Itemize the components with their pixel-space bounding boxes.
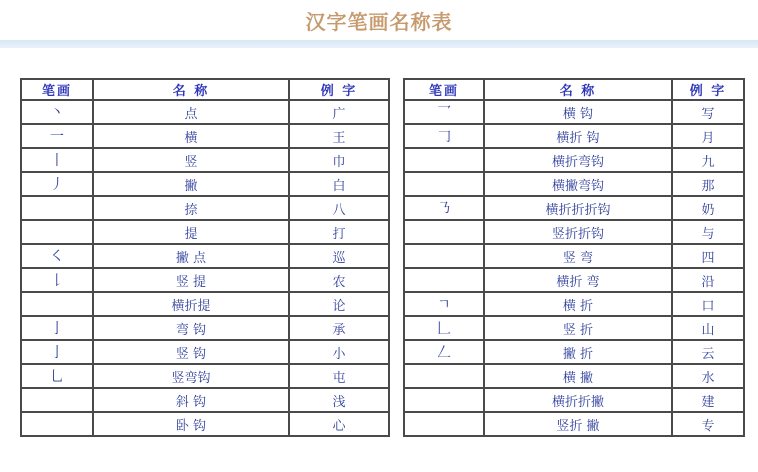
- stroke-cell: ㇡: [404, 196, 484, 220]
- table-row: [404, 364, 744, 388]
- stroke-cell: 𠃌: [404, 124, 484, 148]
- name-cell: 竖弯钩: [93, 364, 289, 388]
- stroke-cell: [404, 388, 484, 412]
- table-row: [21, 100, 389, 124]
- example-cell: 小: [289, 340, 389, 364]
- table-row: [404, 220, 744, 244]
- example-cell: 写: [672, 100, 744, 124]
- stroke-cell: [404, 172, 484, 196]
- example-cell: 口: [672, 292, 744, 316]
- stroke-cell: [404, 364, 484, 388]
- stroke-cell: ㇛: [21, 244, 93, 268]
- stroke-cell: 𠃊: [404, 316, 484, 340]
- page-title: 汉字笔画名称表: [305, 10, 453, 34]
- header-example: 例 字: [289, 79, 389, 100]
- name-cell: 竖 弯: [484, 244, 672, 268]
- name-cell: 弯 钩: [93, 316, 289, 340]
- stroke-table-left: [20, 78, 390, 437]
- example-cell: 承: [289, 316, 389, 340]
- stroke-cell: 一: [21, 124, 93, 148]
- name-cell: 卧 钩: [93, 412, 289, 436]
- table-row: [21, 316, 389, 340]
- header-name: 名 称: [484, 79, 672, 100]
- table-row: [21, 124, 389, 148]
- name-cell: 竖 钩: [93, 340, 289, 364]
- name-cell: 横折 弯: [484, 268, 672, 292]
- header-stroke: 笔画: [404, 79, 484, 100]
- stroke-cell: [21, 196, 93, 220]
- example-cell: 建: [672, 388, 744, 412]
- stroke-cell: 丶: [21, 100, 93, 124]
- example-cell: 屯: [289, 364, 389, 388]
- stroke-cell: 𠃋: [404, 340, 484, 364]
- header-example: 例 字: [672, 79, 744, 100]
- table-row: [404, 172, 744, 196]
- table-row: [404, 292, 744, 316]
- name-cell: 捺: [93, 196, 289, 220]
- table-row: [21, 172, 389, 196]
- table-row: [21, 388, 389, 412]
- example-cell: 月: [672, 124, 744, 148]
- header-stroke: 笔画: [21, 79, 93, 100]
- table-row: [21, 340, 389, 364]
- name-cell: 横折弯钩: [484, 148, 672, 172]
- example-cell: 专: [672, 412, 744, 436]
- table-row: [21, 364, 389, 388]
- stroke-table-right: [403, 78, 745, 437]
- name-cell: 横折折折钩: [484, 196, 672, 220]
- name-cell: 横撇弯钩: [484, 172, 672, 196]
- name-cell: 横折 钩: [484, 124, 672, 148]
- stroke-cell: 乚: [21, 364, 93, 388]
- example-cell: 论: [289, 292, 389, 316]
- stroke-cell: [21, 412, 93, 436]
- table-row: [21, 268, 389, 292]
- example-cell: 王: [289, 124, 389, 148]
- example-cell: 心: [289, 412, 389, 436]
- name-cell: 撇: [93, 172, 289, 196]
- header-name: 名 称: [93, 79, 289, 100]
- table-row: [404, 412, 744, 436]
- example-cell: 九: [672, 148, 744, 172]
- table-row: [404, 244, 744, 268]
- name-cell: 横折提: [93, 292, 289, 316]
- stroke-cell: [404, 268, 484, 292]
- table-row: [404, 100, 744, 124]
- example-cell: 巾: [289, 148, 389, 172]
- stroke-cell: [21, 220, 93, 244]
- table-row: [404, 196, 744, 220]
- name-cell: 撇 折: [484, 340, 672, 364]
- name-cell: 横折折撇: [484, 388, 672, 412]
- example-cell: 云: [672, 340, 744, 364]
- table-row: [21, 220, 389, 244]
- example-cell: 与: [672, 220, 744, 244]
- name-cell: 斜 钩: [93, 388, 289, 412]
- stroke-cell: [21, 388, 93, 412]
- stroke-cell: [404, 412, 484, 436]
- table-row: [404, 316, 744, 340]
- name-cell: 竖折折钩: [484, 220, 672, 244]
- name-cell: 横: [93, 124, 289, 148]
- table-row: [21, 148, 389, 172]
- name-cell: 提: [93, 220, 289, 244]
- name-cell: 竖 折: [484, 316, 672, 340]
- name-cell: 竖折 撇: [484, 412, 672, 436]
- stroke-cell: 乛: [404, 100, 484, 124]
- table-row: [21, 292, 389, 316]
- table-row: [404, 148, 744, 172]
- example-cell: 那: [672, 172, 744, 196]
- name-cell: 撇 点: [93, 244, 289, 268]
- table-header-row: [21, 79, 389, 100]
- stroke-cell: [404, 148, 484, 172]
- stroke-cell: ㄱ: [404, 292, 484, 316]
- example-cell: 八: [289, 196, 389, 220]
- table-row: [404, 388, 744, 412]
- stroke-cell: 丿: [21, 172, 93, 196]
- table-row: [404, 268, 744, 292]
- name-cell: 点: [93, 100, 289, 124]
- example-cell: 打: [289, 220, 389, 244]
- stroke-cell: 𠄌: [21, 268, 93, 292]
- example-cell: 广: [289, 100, 389, 124]
- name-cell: 横 钩: [484, 100, 672, 124]
- example-cell: 白: [289, 172, 389, 196]
- stroke-cell: 亅: [21, 316, 93, 340]
- table-header-row: [404, 79, 744, 100]
- example-cell: 浅: [289, 388, 389, 412]
- title-divider-bar: [0, 40, 758, 48]
- example-cell: 四: [672, 244, 744, 268]
- name-cell: 横 撇: [484, 364, 672, 388]
- example-cell: 水: [672, 364, 744, 388]
- stroke-cell: [404, 220, 484, 244]
- example-cell: 山: [672, 316, 744, 340]
- table-row: [21, 244, 389, 268]
- stroke-cell: 丨: [21, 148, 93, 172]
- example-cell: 农: [289, 268, 389, 292]
- table-row: [21, 412, 389, 436]
- table-row: [404, 124, 744, 148]
- stroke-cell: [404, 244, 484, 268]
- table-row: [21, 196, 389, 220]
- name-cell: 竖: [93, 148, 289, 172]
- name-cell: 竖 提: [93, 268, 289, 292]
- example-cell: 奶: [672, 196, 744, 220]
- example-cell: 巡: [289, 244, 389, 268]
- example-cell: 沿: [672, 268, 744, 292]
- stroke-cell: [21, 292, 93, 316]
- stroke-cell: 亅: [21, 340, 93, 364]
- table-row: [404, 340, 744, 364]
- name-cell: 横 折: [484, 292, 672, 316]
